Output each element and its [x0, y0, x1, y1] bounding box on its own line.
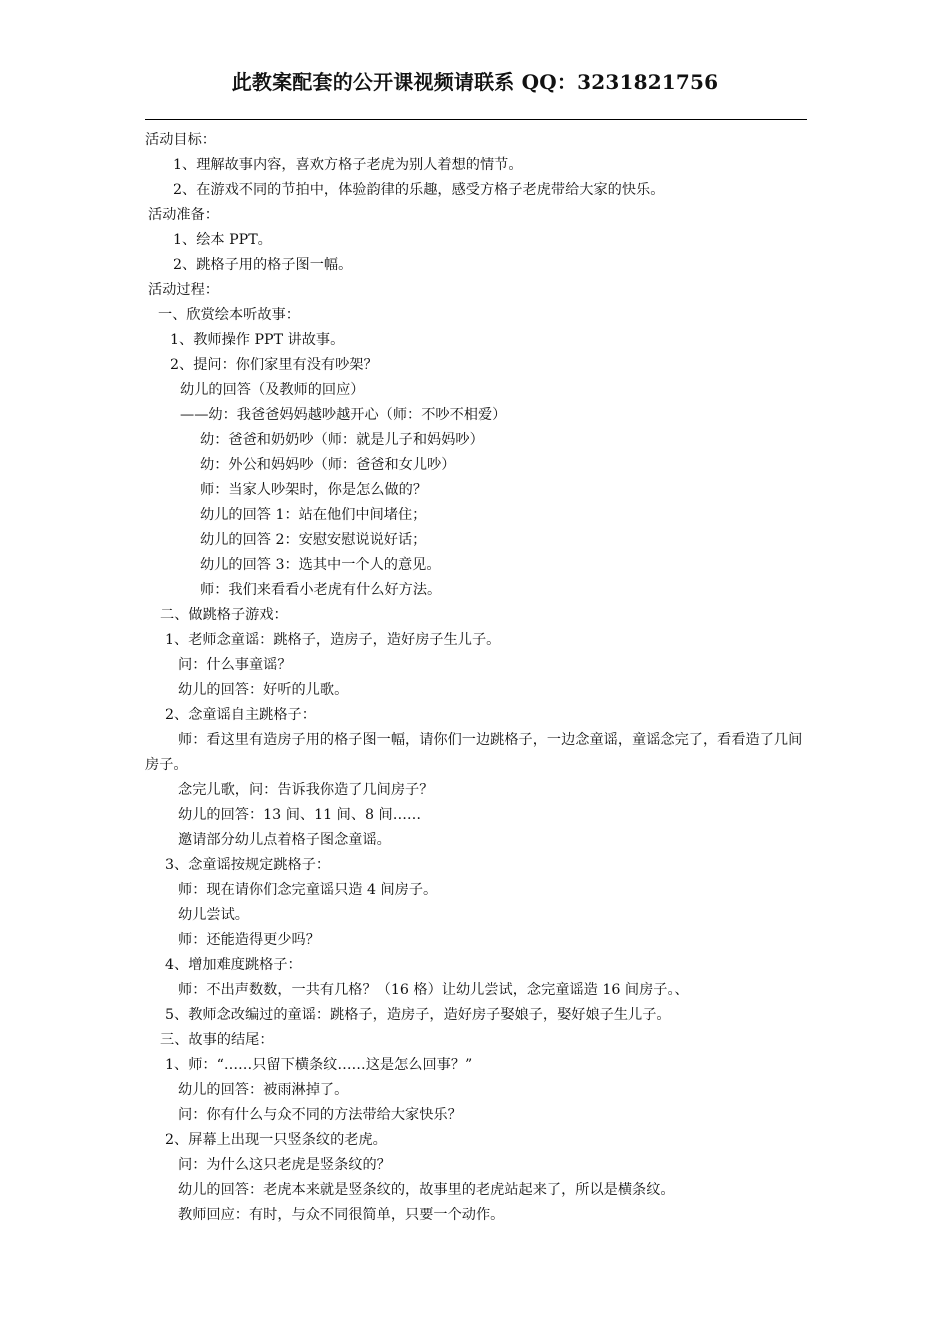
process-step: 2、屏幕上出现一只竖条纹的老虎。 — [165, 1132, 387, 1148]
dialogue-paragraph: 师：看这里有造房子用的格子图一幅，请你们一边跳格子，一边念童谣，童谣念完了，看看造了几间房子。 — [145, 732, 803, 773]
dialogue-line: 师：还能造得更少吗？ — [178, 932, 320, 948]
process-step: 5、教师念改编过的童谣：跳格子，造房子，造好房子娶娘子，娶好娘子生儿子。 — [165, 1007, 671, 1023]
goal-item: 1、理解故事内容，喜欢方格子老虎为别人着想的情节。 — [173, 157, 523, 173]
section-heading-process: 活动过程： — [148, 282, 219, 298]
lesson-plan-body — [0, 128, 950, 1228]
dialogue-line: 幼儿的回答 1：站在他们中间堵住； — [200, 507, 427, 523]
dialogue-line: 幼：爸爸和奶奶吵（师：就是儿子和妈妈吵） — [200, 432, 484, 448]
dialogue-line: 幼儿的回答：好听的儿歌。 — [178, 682, 349, 698]
process-step: 1、老师念童谣：跳格子，造房子，造好房子生儿子。 — [165, 632, 501, 648]
process-step: 2、提问：你们家里有没有吵架？ — [170, 357, 378, 373]
dialogue-line: 问：什么事童谣？ — [178, 657, 292, 673]
dialogue-line: 幼儿的回答：老虎本来就是竖条纹的，故事里的老虎站起来了，所以是横条纹。 — [178, 1182, 675, 1198]
dialogue-line: 师：我们来看看小老虎有什么好方法。 — [200, 582, 442, 598]
goal-item: 2、在游戏不同的节拍中，体验韵律的乐趣，感受方格子老虎带给大家的快乐。 — [173, 182, 665, 198]
process-step: 2、念童谣自主跳格子： — [165, 707, 316, 723]
dialogue-line: 幼儿的回答：被雨淋掉了。 — [178, 1082, 349, 1098]
dialogue-line: 念完儿歌，问：告诉我你造了几间房子？ — [178, 782, 434, 798]
dialogue-line: 幼儿的回答 3：选其中一个人的意见。 — [200, 557, 441, 573]
dialogue-line: 幼儿的回答（及教师的回应） — [180, 382, 365, 398]
header-title: 此教案配套的公开课视频请联系 QQ：3231821756 — [231, 70, 719, 94]
process-step: 1、教师操作 PPT 讲故事。 — [170, 332, 345, 348]
dialogue-line: 幼儿的回答：13 间、11 间、8 间…… — [178, 807, 422, 823]
dialogue-line: ——幼：我爸爸妈妈越吵越开心（师：不吵不相爱） — [180, 407, 507, 423]
dialogue-line: 教师回应：有时，与众不同很简单，只要一个动作。 — [178, 1207, 505, 1223]
process-part-heading: 一、欣赏绘本听故事： — [158, 307, 300, 323]
section-heading-goals: 活动目标： — [145, 132, 216, 148]
dialogue-line: 幼儿尝试。 — [178, 907, 249, 923]
preparation-item: 1、绘本 PPT。 — [173, 232, 272, 248]
dialogue-line: 师：不出声数数，一共有几格？（16 格）让幼儿尝试，念完童谣造 16 间房子。、 — [178, 982, 689, 998]
dialogue-line: 幼：外公和妈妈吵（师：爸爸和女儿吵） — [200, 457, 456, 473]
header-divider — [145, 119, 807, 120]
section-heading-preparation: 活动准备： — [148, 207, 219, 223]
dialogue-line: 师：当家人吵架时，你是怎么做的？ — [200, 482, 428, 498]
dialogue-line: 邀请部分幼儿点着格子图念童谣。 — [178, 832, 391, 848]
process-step: 3、念童谣按规定跳格子： — [165, 857, 331, 873]
dialogue-line: 幼儿的回答 2：安慰安慰说说好话； — [200, 532, 427, 548]
preparation-item: 2、跳格子用的格子图一幅。 — [173, 257, 353, 273]
dialogue-line: 问：你有什么与众不同的方法带给大家快乐？ — [178, 1107, 462, 1123]
process-part-heading: 二、做跳格子游戏： — [160, 607, 288, 623]
dialogue-line: 问：为什么这只老虎是竖条纹的？ — [178, 1157, 391, 1173]
process-step: 1、师：“……只留下横条纹……这是怎么回事？” — [165, 1057, 473, 1073]
process-step: 4、增加难度跳格子： — [165, 957, 302, 973]
process-part-heading: 三、故事的结尾： — [160, 1032, 274, 1048]
dialogue-line: 师：现在请你们念完童谣只造 4 间房子。 — [178, 882, 438, 898]
